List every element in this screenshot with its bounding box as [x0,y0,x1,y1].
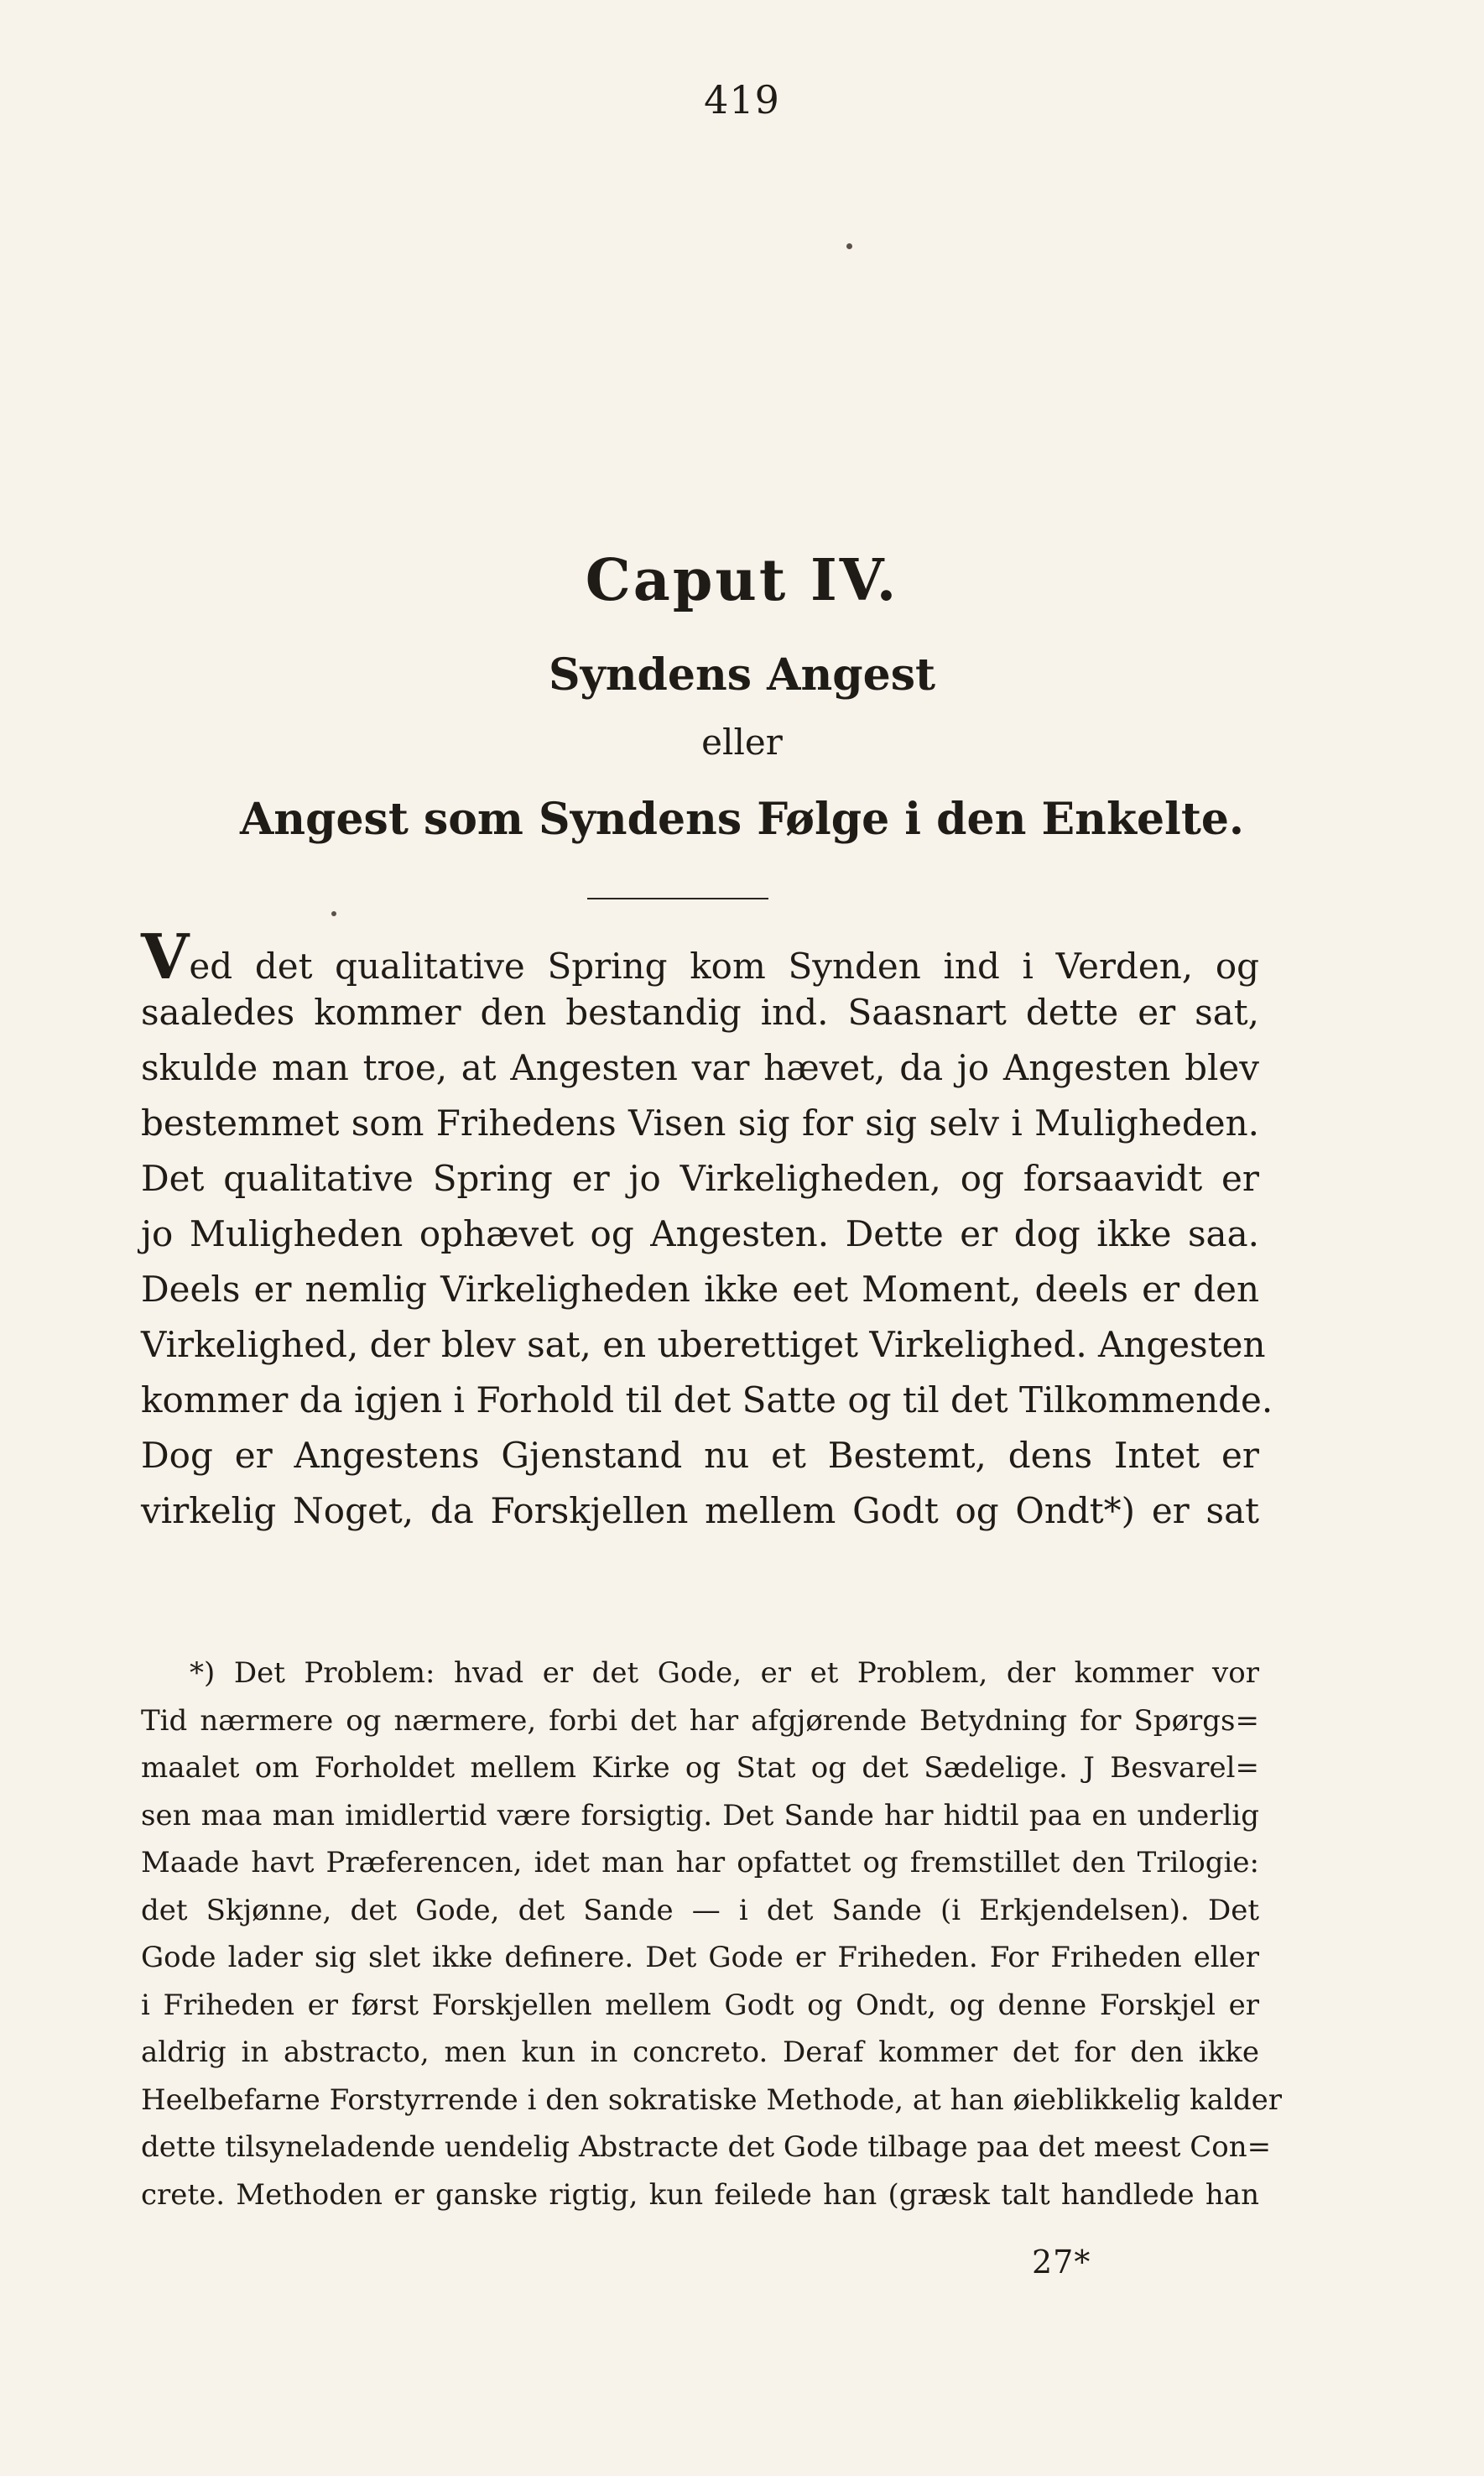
print-speck [331,911,336,916]
footnote-line: dette tilsyneladende uendelig Abstracte det Gode tilbage paa det meest Con= [141,2130,1272,2164]
body-paragraph [141,921,1273,1539]
footnote-line: sen maa man imidlertid være forsigtig. Det Sande har hidtil paa en underlig [141,1798,1259,1832]
body-line: Virkelighed, der blev sat, en uberettiget Virkelighed. Angesten [141,1324,1266,1365]
printer-signature-mark: 27* [1032,2244,1091,2281]
footnote [141,1650,1282,2218]
body-line: kommer da igjen i Forhold til det Satte og til det Tilkommende. [141,1379,1273,1420]
body-line-text: ed det qualitative Spring kom Synden ind i Verden, og [189,946,1259,987]
drop-cap: V [141,921,190,993]
footnote-line: maalet om Forholdet mellem Kirke og Stat og det Sædelige. J Besvarel= [141,1751,1259,1785]
body-line: bestemmet som Frihedens Visen sig for sig selv i Muligheden. [141,1102,1259,1144]
footnote-line: crete. Methoden er ganske rigtig, kun feilede han (græsk talt handlede han [141,2177,1259,2212]
body-line: Dog er Angestens Gjenstand nu et Bestemt, dens Intet er [141,1435,1259,1476]
body-line [141,921,1259,993]
footnote-line: aldrig in abstracto, men kun in concreto. Deraf kommer det for den ikke [141,2036,1259,2069]
body-line: skulde man troe, at Angesten var hævet, da jo Angesten blev [141,1047,1259,1088]
footnote-line: Gode lader sig slet ikke definere. Det Gode er Friheden. For Friheden eller [141,1941,1259,1974]
chapter-subtitle-main: Syndens Angest [548,649,936,701]
footnote-line: Tid nærmere og nærmere, forbi det har afgjørende Betydning for Spørgs= [141,1703,1259,1738]
section-divider [587,898,768,899]
page-number: 419 [704,77,780,122]
body-line: Det qualitative Spring er jo Virkeligheden, og forsaavidt er [141,1158,1259,1199]
chapter-title: Caput IV. [585,547,899,614]
body-line: jo Muligheden ophævet og Angesten. Dette er dog ikke saa. [141,1213,1259,1254]
footnote-line: Maade havt Præferencen, idet man har opfattet og fremstillet den Trilogie: [141,1846,1259,1879]
chapter-subtitle-alt: Angest som Syndens Følge i den Enkelte. [239,794,1245,845]
footnote-line: *) Det Problem: hvad er det Gode, er et Problem, der kommer vor [190,1656,1259,1690]
body-line: virkelig Noget, da Forskjellen mellem Godt og Ondt*) er sat [141,1490,1259,1531]
body-line: Deels er nemlig Virkeligheden ikke eet Moment, deels er den [141,1269,1259,1310]
chapter-subtitle-connector: eller [701,722,783,763]
footnote-line: det Skjønne, det Gode, det Sande — i det Sande (i Erkjendelsen). Det [141,1893,1259,1927]
body-line: saaledes kommer den bestandig ind. Saasnart dette er sat, [141,992,1259,1033]
footnote-line: i Friheden er først Forskjellen mellem Godt og Ondt, og denne Forskjel er [141,1988,1259,2022]
footnote-line: Heelbefarne Forstyrrende i den sokratiske Methode, at han øieblikkelig kalder [141,2082,1282,2117]
print-speck [846,243,852,249]
